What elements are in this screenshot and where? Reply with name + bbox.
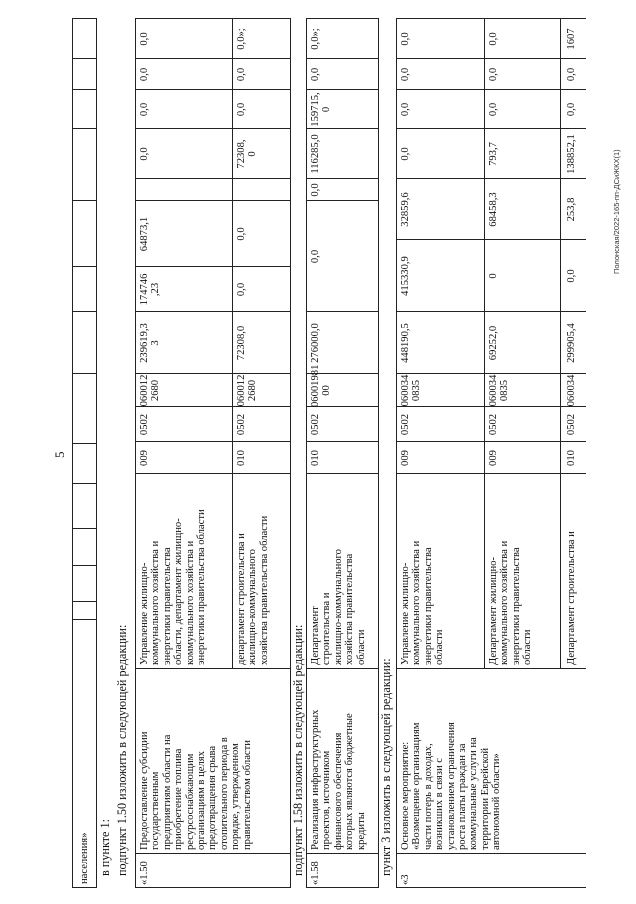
row-1-58-y6: 0,0»; [310, 28, 321, 50]
row-3-y2-1: 32859,6 [400, 192, 411, 227]
row-1-58-y2: 0,0 [310, 183, 321, 197]
row-3-total-1: 448190,5 [400, 323, 411, 363]
row-1-58-y3: 116285,0 [310, 134, 321, 174]
row-3-executor-1: Управление жилищно- коммунального хозяйства и энергетики правительства области [400, 540, 446, 665]
row-3-name: Основное мероприятие: «Возмещение организациям части потерь в доходах, возникших в связи с установлением ограничения роста платы граждан за коммунальные услуги на территории Еврейской автономной области» [400, 722, 503, 850]
row-1-50-rz-1: 0502 [139, 413, 150, 436]
row-1-58-total: 276000,0 [310, 323, 321, 363]
row-1-58-executor: Департамент строительства и жилищно-коммунального хозяйства правительства области [310, 549, 367, 665]
row-1-50-y1-2: 0,0 [236, 282, 247, 297]
row-3-grbs-3: 010 [566, 450, 577, 466]
row-3-y4-1: 0,0 [400, 102, 411, 117]
row-1-58-y4: 159715, 0 [310, 92, 333, 127]
row-3-rz-1: 0502 [400, 413, 411, 436]
row-1-50-y7-2: 0,0»; [236, 28, 247, 50]
row-3-y3-2: 793,7 [488, 142, 499, 166]
row-3-rz-3: 0502 [566, 413, 577, 436]
row-3-csr-1: 060034 0835 [400, 374, 423, 407]
row-3-y6-1: 0,0 [400, 32, 411, 46]
row-1-50-y6-2: 0,0 [236, 67, 247, 82]
row-1-50-name: Предоставление субсидии государственным предприятиям области на приобретение топлива ресурсоснабжающим организациям в целях предотвращения срыва отопительного периода в порядке, утвержденном правительством области [139, 731, 253, 850]
heading-subpoint-150: подпункт 1.50 изложить в следующей редакции: [115, 624, 129, 876]
document-footer-stamp: Полонская/2022-165-пп-ДСиЖКХ(1) [612, 149, 621, 274]
row-3-y3-1: 0,0 [400, 147, 411, 161]
row-1-58-number: «1.58 [310, 861, 321, 885]
row-3-y5-2: 0,0 [488, 67, 499, 82]
row-3-y1-1: 415330,9 [400, 256, 411, 296]
row-1-50-executor-2: департамент строительства и жилищно-коммунального хозяйства правительства области [236, 515, 270, 665]
row-1-50-y5-2: 0,0 [236, 102, 247, 117]
row-1-58-y5: 0,0 [310, 67, 321, 82]
row-1-50-y4-2: 72308, 0 [236, 139, 259, 169]
row-3-csr-3: 060034 [566, 374, 577, 407]
row-3-total-2: 69252,0 [488, 325, 499, 361]
row-1-50-grbs-1: 009 [139, 450, 150, 466]
row-1-50-grbs-2: 010 [236, 450, 247, 466]
row-3-csr-2: 060034 0835 [488, 374, 511, 407]
page-number: 5 [52, 451, 67, 458]
row-1-50-y2-2: 0,0 [236, 227, 247, 241]
row-1-58-grbs: 010 [310, 450, 321, 466]
heading-in-point-1: в пункте 1: [98, 819, 112, 876]
row-3-y2-3: 253,8 [566, 197, 577, 222]
row-3-executor-2: Департамент жилищно- коммунального хозяйства и энергетики правительства области [488, 540, 534, 665]
row-1-50-total-2: 72308,0 [236, 325, 247, 361]
row-1-58-name: Реализация инфраструктурных проектов, источником финансового обеспечения которых являются бюджетные кредиты [310, 709, 367, 850]
row-3-y6-2: 0,0 [488, 32, 499, 46]
row-3-y5-1: 0,0 [400, 67, 411, 82]
row-1-58-rz: 0502 [310, 413, 321, 436]
row-3-y4-3: 0,0 [566, 102, 577, 117]
row-1-50-number: «1.50 [139, 861, 150, 885]
heading-subpoint-158: подпункт 1.58 изложить в следующей редакции: [291, 624, 305, 876]
row-1-50-y5-1: 0,0 [139, 102, 150, 117]
row-1-58-y1: 0,0 [310, 249, 321, 264]
row-1-50-y1-1: 174746 ,23 [139, 273, 162, 306]
row-1-50-csr-1: 060012 2680 [139, 374, 162, 407]
row-3-rz-2: 0502 [488, 413, 499, 436]
row-1-50-y7-1: 0,0 [139, 32, 150, 46]
row-1-58-csr: 06001981 00 [310, 364, 333, 407]
row-3-y6-3: 1607 [566, 28, 577, 50]
row-1-50-y2-1: 64873,1 [139, 216, 150, 252]
heading-point-3: пункт 3 изложить в следующей редакции: [379, 658, 393, 876]
row-3-grbs-1: 009 [400, 450, 411, 466]
row-3-number: «3 [400, 874, 411, 885]
row-3-y5-3: 0,0 [566, 67, 577, 82]
row-3-y1-2: 0 [488, 273, 499, 279]
row-1-50-rz-2: 0502 [236, 413, 247, 436]
row-3-total-3: 299905,4 [566, 323, 577, 363]
row-1-50-csr-2: 060012 2680 [236, 374, 259, 407]
row-3-grbs-2: 009 [488, 450, 499, 466]
row-1-50-total-1: 239619,3 3 [139, 323, 162, 363]
top-fragment-text: населения» [79, 832, 90, 884]
row-1-50-y6-1: 0,0 [139, 67, 150, 82]
row-3-executor-3: Департамент строительства и [566, 531, 577, 665]
row-1-50-executor-1: Управление жилищно- коммунального хозяйства и энергетики правительства области, департамент жилищно- коммунального хозяйства и энергетики правительства области [139, 509, 208, 665]
row-3-y3-3: 138852,1 [566, 134, 577, 174]
row-3-y2-2: 68458,3 [488, 192, 499, 227]
row-1-50-y4-1: 0,0 [139, 147, 150, 161]
row-3-y1-3: 0,0 [566, 269, 577, 283]
row-3-y4-2: 0,0 [488, 102, 499, 117]
